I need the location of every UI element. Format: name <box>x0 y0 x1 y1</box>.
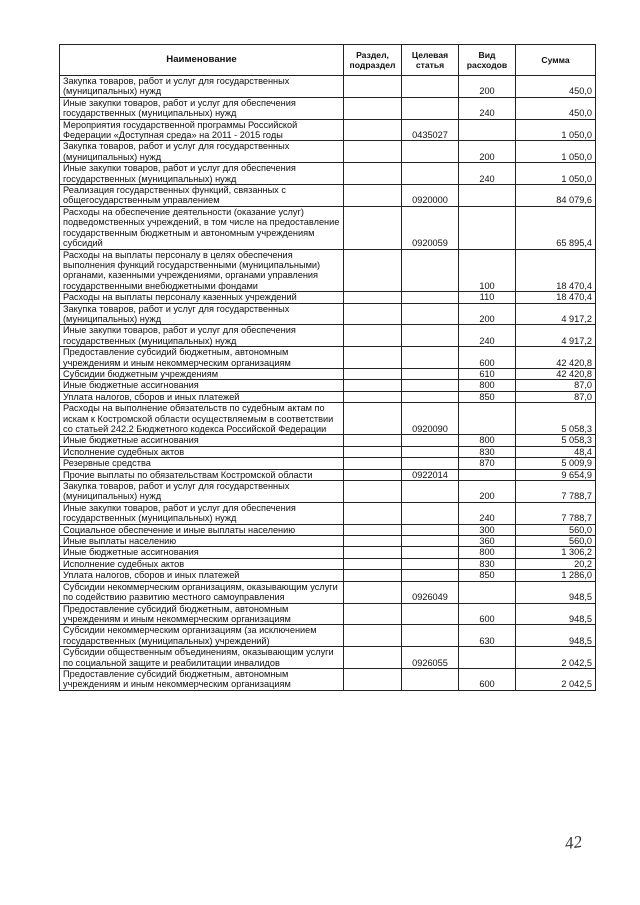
row-type: 870 <box>459 458 516 469</box>
row-type: 630 <box>459 625 516 647</box>
row-name: Предоставление субсидий бюджетным, автономным учреждениям и иным некоммерческим организациям <box>60 603 344 625</box>
row-target <box>402 502 459 524</box>
table-row <box>60 458 596 469</box>
row-target <box>402 292 459 303</box>
row-target <box>402 481 459 503</box>
row-target <box>402 368 459 379</box>
row-type <box>459 469 516 480</box>
table-row <box>60 292 596 303</box>
row-section <box>344 603 402 625</box>
row-name: Субсидии бюджетным учреждениям <box>60 368 344 379</box>
row-name: Расходы на выплаты персоналу в целях обеспечения выполнения функций государственными (муниципальными) органами, казенными учреждениями, органами управления государственными внебюджетными фондами <box>60 249 344 292</box>
row-sum: 2 042,5 <box>516 668 596 690</box>
row-sum: 18 470,4 <box>516 249 596 292</box>
row-target: 0435027 <box>402 119 459 141</box>
table-row <box>60 502 596 524</box>
row-section <box>344 570 402 581</box>
row-name: Мероприятия государственной программы Российской Федерации «Доступная среда» на 2011 - 2015 годы <box>60 119 344 141</box>
header-target: Целевая статья <box>402 45 459 76</box>
row-type: 800 <box>459 547 516 558</box>
row-sum: 948,5 <box>516 603 596 625</box>
row-target: 0920059 <box>402 206 459 249</box>
table-row <box>60 481 596 503</box>
row-sum: 5 009,9 <box>516 458 596 469</box>
row-sum: 1 050,0 <box>516 163 596 185</box>
row-section <box>344 141 402 163</box>
table-row <box>60 446 596 457</box>
table-row <box>60 536 596 547</box>
row-type: 850 <box>459 391 516 402</box>
row-target: 0926055 <box>402 647 459 669</box>
row-target <box>402 391 459 402</box>
row-target <box>402 303 459 325</box>
row-type: 300 <box>459 524 516 535</box>
row-target <box>402 163 459 185</box>
row-type: 100 <box>459 249 516 292</box>
header-name: Наименование <box>60 45 344 76</box>
row-target <box>402 97 459 119</box>
row-target <box>402 625 459 647</box>
row-type: 850 <box>459 570 516 581</box>
row-name: Исполнение судебных актов <box>60 446 344 457</box>
table-row <box>60 570 596 581</box>
row-type: 240 <box>459 97 516 119</box>
table-row <box>60 76 596 98</box>
row-section <box>344 185 402 207</box>
row-name: Реализация государственных функций, связанных с общегосударственным управлением <box>60 185 344 207</box>
row-target <box>402 76 459 98</box>
table-row <box>60 435 596 446</box>
row-type: 240 <box>459 163 516 185</box>
row-section <box>344 536 402 547</box>
row-name: Уплата налогов, сборов и иных платежей <box>60 391 344 402</box>
row-type <box>459 403 516 435</box>
table-row <box>60 524 596 535</box>
row-target <box>402 141 459 163</box>
row-section <box>344 668 402 690</box>
row-section <box>344 325 402 347</box>
row-sum: 42 420,8 <box>516 347 596 369</box>
table-row <box>60 558 596 569</box>
row-target <box>402 249 459 292</box>
row-type <box>459 119 516 141</box>
row-name: Закупка товаров, работ и услуг для государственных (муниципальных) нужд <box>60 141 344 163</box>
row-name: Предоставление субсидий бюджетным, автономным учреждениям и иным некоммерческим организациям <box>60 668 344 690</box>
row-name: Субсидии некоммерческим организациям, оказывающим услуги по содействию развитию местного самоуправления <box>60 581 344 603</box>
row-type <box>459 185 516 207</box>
row-section <box>344 524 402 535</box>
row-section <box>344 249 402 292</box>
row-section <box>344 76 402 98</box>
row-type: 610 <box>459 368 516 379</box>
row-section <box>344 469 402 480</box>
row-target: 0922014 <box>402 469 459 480</box>
row-type: 600 <box>459 603 516 625</box>
row-section <box>344 481 402 503</box>
row-target <box>402 325 459 347</box>
table-row <box>60 647 596 669</box>
row-target <box>402 458 459 469</box>
row-target <box>402 524 459 535</box>
row-name: Исполнение судебных актов <box>60 558 344 569</box>
row-type <box>459 581 516 603</box>
row-sum: 1 050,0 <box>516 141 596 163</box>
row-type: 830 <box>459 558 516 569</box>
row-sum: 450,0 <box>516 76 596 98</box>
row-target <box>402 536 459 547</box>
row-type: 200 <box>459 481 516 503</box>
row-name: Резервные средства <box>60 458 344 469</box>
row-type <box>459 206 516 249</box>
row-target <box>402 435 459 446</box>
row-section <box>344 206 402 249</box>
row-name: Субсидии общественным объединениям, оказывающим услуги по социальной защите и реабилитации инвалидов <box>60 647 344 669</box>
table-row <box>60 581 596 603</box>
row-section <box>344 368 402 379</box>
row-section <box>344 502 402 524</box>
row-target <box>402 380 459 391</box>
row-section <box>344 292 402 303</box>
table-row <box>60 141 596 163</box>
row-name: Социальное обеспечение и иные выплаты населению <box>60 524 344 535</box>
table-row <box>60 403 596 435</box>
row-sum: 450,0 <box>516 97 596 119</box>
row-name: Уплата налогов, сборов и иных платежей <box>60 570 344 581</box>
row-sum: 560,0 <box>516 536 596 547</box>
row-sum: 2 042,5 <box>516 647 596 669</box>
table-row <box>60 368 596 379</box>
row-name: Расходы на выплаты персоналу казенных учреждений <box>60 292 344 303</box>
row-name: Расходы на выполнение обязательств по судебным актам по искам к Костромской области осуществляемым в соответствии со статьей 242.2 Бюджетного кодекса Российской Федерации <box>60 403 344 435</box>
header-section: Раздел, подраздел <box>344 45 402 76</box>
row-section <box>344 347 402 369</box>
row-sum: 65 895,4 <box>516 206 596 249</box>
row-name: Закупка товаров, работ и услуг для государственных (муниципальных) нужд <box>60 76 344 98</box>
row-target <box>402 446 459 457</box>
row-section <box>344 380 402 391</box>
table-row <box>60 469 596 480</box>
row-sum: 1 306,2 <box>516 547 596 558</box>
row-sum: 1 050,0 <box>516 119 596 141</box>
header-row <box>60 45 596 76</box>
row-type: 200 <box>459 303 516 325</box>
table-row <box>60 547 596 558</box>
row-name: Иные выплаты населению <box>60 536 344 547</box>
table-row <box>60 185 596 207</box>
table-row <box>60 206 596 249</box>
table-row <box>60 391 596 402</box>
row-type: 600 <box>459 668 516 690</box>
row-section <box>344 647 402 669</box>
row-name: Предоставление субсидий бюджетным, автономным учреждениям и иным некоммерческим организациям <box>60 347 344 369</box>
row-type: 200 <box>459 141 516 163</box>
row-name: Иные закупки товаров, работ и услуг для обеспечения государственных (муниципальных) нужд <box>60 163 344 185</box>
row-type: 240 <box>459 325 516 347</box>
row-section <box>344 458 402 469</box>
row-sum: 4 917,2 <box>516 325 596 347</box>
row-name: Иные закупки товаров, работ и услуг для обеспечения государственных (муниципальных) нужд <box>60 502 344 524</box>
row-section <box>344 547 402 558</box>
row-name: Иные бюджетные ассигнования <box>60 547 344 558</box>
row-sum: 5 058,3 <box>516 435 596 446</box>
row-sum: 7 788,7 <box>516 481 596 503</box>
row-target <box>402 668 459 690</box>
page-number: 42 <box>563 831 584 854</box>
header-type: Вид расходов <box>459 45 516 76</box>
row-sum: 4 917,2 <box>516 303 596 325</box>
row-target: 0920090 <box>402 403 459 435</box>
row-type: 800 <box>459 380 516 391</box>
row-section <box>344 119 402 141</box>
row-name: Субсидии некоммерческим организациям (за исключением государственных (муниципальных) учреждений) <box>60 625 344 647</box>
row-target <box>402 570 459 581</box>
row-sum: 1 286,0 <box>516 570 596 581</box>
row-type: 830 <box>459 446 516 457</box>
row-name: Иные бюджетные ассигнования <box>60 380 344 391</box>
row-section <box>344 97 402 119</box>
table-row <box>60 380 596 391</box>
row-section <box>344 163 402 185</box>
table-row <box>60 163 596 185</box>
row-target <box>402 558 459 569</box>
row-sum: 87,0 <box>516 380 596 391</box>
row-section <box>344 581 402 603</box>
row-target: 0920000 <box>402 185 459 207</box>
row-type: 240 <box>459 502 516 524</box>
table-row <box>60 603 596 625</box>
budget-table <box>59 44 596 691</box>
row-name: Закупка товаров, работ и услуг для государственных (муниципальных) нужд <box>60 303 344 325</box>
header-sum: Сумма <box>516 45 596 76</box>
row-name: Прочие выплаты по обязательствам Костромской области <box>60 469 344 480</box>
row-sum: 84 079,6 <box>516 185 596 207</box>
table-row <box>60 303 596 325</box>
row-type <box>459 647 516 669</box>
row-name: Иные бюджетные ассигнования <box>60 435 344 446</box>
row-target <box>402 547 459 558</box>
row-sum: 48,4 <box>516 446 596 457</box>
row-target <box>402 603 459 625</box>
table-row <box>60 668 596 690</box>
row-type: 200 <box>459 76 516 98</box>
row-type: 110 <box>459 292 516 303</box>
row-sum: 948,5 <box>516 625 596 647</box>
row-section <box>344 303 402 325</box>
table-row <box>60 625 596 647</box>
row-section <box>344 435 402 446</box>
row-sum: 560,0 <box>516 524 596 535</box>
row-type: 800 <box>459 435 516 446</box>
row-sum: 87,0 <box>516 391 596 402</box>
row-name: Закупка товаров, работ и услуг для государственных (муниципальных) нужд <box>60 481 344 503</box>
row-sum: 18 470,4 <box>516 292 596 303</box>
row-section <box>344 403 402 435</box>
row-sum: 948,5 <box>516 581 596 603</box>
table-row <box>60 249 596 292</box>
row-name: Расходы на обеспечение деятельности (оказание услуг) подведомственных учреждений, в том числе на предоставление государственным бюджетным и автономным учреждениям субсидий <box>60 206 344 249</box>
row-type: 600 <box>459 347 516 369</box>
row-type: 360 <box>459 536 516 547</box>
row-sum: 5 058,3 <box>516 403 596 435</box>
row-section <box>344 391 402 402</box>
row-sum: 7 788,7 <box>516 502 596 524</box>
row-name: Иные закупки товаров, работ и услуг для обеспечения государственных (муниципальных) нужд <box>60 325 344 347</box>
row-target: 0926049 <box>402 581 459 603</box>
row-sum: 20,2 <box>516 558 596 569</box>
row-sum: 42 420,8 <box>516 368 596 379</box>
table-row <box>60 347 596 369</box>
row-section <box>344 558 402 569</box>
table-row <box>60 97 596 119</box>
row-section <box>344 625 402 647</box>
table-row <box>60 119 596 141</box>
row-sum: 9 654,9 <box>516 469 596 480</box>
row-section <box>344 446 402 457</box>
table-row <box>60 325 596 347</box>
row-name: Иные закупки товаров, работ и услуг для обеспечения государственных (муниципальных) нужд <box>60 97 344 119</box>
row-target <box>402 347 459 369</box>
